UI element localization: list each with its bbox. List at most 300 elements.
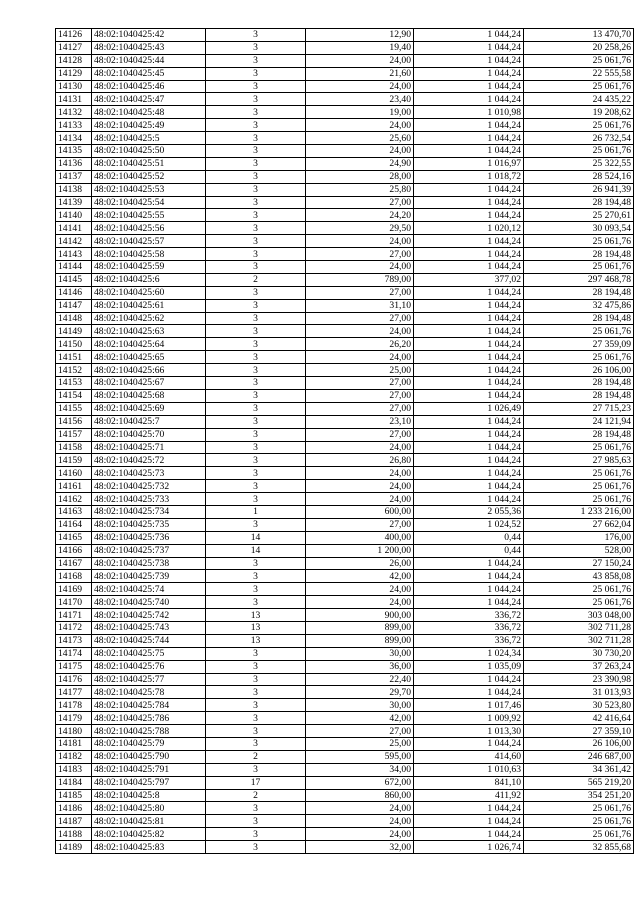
table-row (56, 596, 634, 609)
area-cell: 24,00 (306, 261, 414, 274)
cost-cell: 25 061,76 (524, 351, 634, 364)
code-cell: 3 (206, 132, 306, 145)
code-cell: 13 (206, 634, 306, 647)
rate-cell: 1 044,24 (414, 80, 524, 93)
area-cell: 26,20 (306, 338, 414, 351)
code-cell: 3 (206, 183, 306, 196)
cadastral-number-cell: 48:02:1040425:736 (92, 531, 206, 544)
row-number-cell: 14130 (56, 80, 92, 93)
row-number-cell: 14128 (56, 54, 92, 67)
row-number-cell: 14178 (56, 699, 92, 712)
code-cell: 3 (206, 93, 306, 106)
table-row (56, 157, 634, 170)
table-row (56, 557, 634, 570)
area-cell: 24,20 (306, 209, 414, 222)
row-number-cell: 14155 (56, 402, 92, 415)
cost-cell: 176,00 (524, 531, 634, 544)
rate-cell: 1 044,24 (414, 119, 524, 132)
area-cell: 19,40 (306, 41, 414, 54)
rate-cell: 1 044,24 (414, 209, 524, 222)
row-number-cell: 14165 (56, 531, 92, 544)
cost-cell: 28 194,48 (524, 196, 634, 209)
table-row (56, 145, 634, 158)
cadastral-number-cell: 48:02:1040425:7 (92, 415, 206, 428)
rate-cell: 1 044,24 (414, 428, 524, 441)
row-number-cell: 14144 (56, 261, 92, 274)
area-cell: 595,00 (306, 750, 414, 763)
cost-cell: 42 416,64 (524, 712, 634, 725)
cadastral-number-cell: 48:02:1040425:743 (92, 621, 206, 634)
cost-cell: 25 061,76 (524, 145, 634, 158)
cadastral-number-cell: 48:02:1040425:43 (92, 41, 206, 54)
rate-cell: 1 044,24 (414, 261, 524, 274)
row-number-cell: 14176 (56, 673, 92, 686)
table-row (56, 712, 634, 725)
table-row (56, 196, 634, 209)
table-row (56, 750, 634, 763)
cost-cell: 26 106,00 (524, 737, 634, 750)
area-cell: 27,00 (306, 248, 414, 261)
area-cell: 27,00 (306, 402, 414, 415)
cadastral-number-cell: 48:02:1040425:57 (92, 235, 206, 248)
area-cell: 860,00 (306, 789, 414, 802)
cadastral-number-cell: 48:02:1040425:788 (92, 725, 206, 738)
cadastral-number-cell: 48:02:1040425:72 (92, 454, 206, 467)
rate-cell: 1 044,24 (414, 377, 524, 390)
row-number-cell: 14172 (56, 621, 92, 634)
rate-cell: 1 009,92 (414, 712, 524, 725)
area-cell: 24,00 (306, 235, 414, 248)
cost-cell: 25 061,76 (524, 80, 634, 93)
cadastral-number-cell: 48:02:1040425:69 (92, 402, 206, 415)
cost-cell: 27 715,23 (524, 402, 634, 415)
code-cell: 3 (206, 596, 306, 609)
cost-cell: 25 061,76 (524, 325, 634, 338)
table-row (56, 725, 634, 738)
row-number-cell: 14148 (56, 312, 92, 325)
cadastral-number-cell: 48:02:1040425:82 (92, 828, 206, 841)
table-row (56, 673, 634, 686)
cadastral-number-cell: 48:02:1040425:77 (92, 673, 206, 686)
cadastral-number-cell: 48:02:1040425:50 (92, 145, 206, 158)
area-cell: 24,00 (306, 480, 414, 493)
code-cell: 3 (206, 828, 306, 841)
area-cell: 600,00 (306, 505, 414, 518)
area-cell: 24,00 (306, 493, 414, 506)
row-number-cell: 14163 (56, 505, 92, 518)
code-cell: 3 (206, 29, 306, 42)
code-cell: 3 (206, 299, 306, 312)
table-row (56, 699, 634, 712)
rate-cell: 1 044,24 (414, 54, 524, 67)
table-row (56, 351, 634, 364)
cost-cell: 297 468,78 (524, 273, 634, 286)
cost-cell: 565 219,20 (524, 776, 634, 789)
area-cell: 29,70 (306, 686, 414, 699)
row-number-cell: 14182 (56, 750, 92, 763)
table-row (56, 132, 634, 145)
area-cell: 32,00 (306, 841, 414, 854)
rate-cell: 2 055,36 (414, 505, 524, 518)
cost-cell: 43 858,08 (524, 570, 634, 583)
row-number-cell: 14138 (56, 183, 92, 196)
row-number-cell: 14169 (56, 583, 92, 596)
rate-cell: 1 044,24 (414, 132, 524, 145)
table-row (56, 531, 634, 544)
row-number-cell: 14189 (56, 841, 92, 854)
cost-cell: 25 061,76 (524, 583, 634, 596)
area-cell: 26,80 (306, 454, 414, 467)
cost-cell: 25 061,76 (524, 467, 634, 480)
area-cell: 25,00 (306, 737, 414, 750)
cadastral-number-cell: 48:02:1040425:53 (92, 183, 206, 196)
cadastral-number-cell: 48:02:1040425:734 (92, 505, 206, 518)
cost-cell: 28 194,48 (524, 248, 634, 261)
cadastral-number-cell: 48:02:1040425:735 (92, 518, 206, 531)
table-row (56, 248, 634, 261)
row-number-cell: 14139 (56, 196, 92, 209)
table-row (56, 789, 634, 802)
table-row (56, 505, 634, 518)
table-row (56, 583, 634, 596)
cost-cell: 24 121,94 (524, 415, 634, 428)
code-cell: 3 (206, 467, 306, 480)
area-cell: 42,00 (306, 712, 414, 725)
cadastral-number-cell: 48:02:1040425:733 (92, 493, 206, 506)
area-cell: 25,80 (306, 183, 414, 196)
area-cell: 36,00 (306, 660, 414, 673)
area-cell: 1 200,00 (306, 544, 414, 557)
table-row (56, 235, 634, 248)
cost-cell: 30 523,80 (524, 699, 634, 712)
table-row (56, 763, 634, 776)
cost-cell: 27 359,09 (524, 338, 634, 351)
area-cell: 24,00 (306, 467, 414, 480)
cadastral-number-cell: 48:02:1040425:5 (92, 132, 206, 145)
rate-cell: 1 044,24 (414, 299, 524, 312)
table-row (56, 377, 634, 390)
rate-cell: 377,02 (414, 273, 524, 286)
cost-cell: 25 061,76 (524, 480, 634, 493)
cadastral-number-cell: 48:02:1040425:49 (92, 119, 206, 132)
table-row (56, 467, 634, 480)
area-cell: 24,00 (306, 815, 414, 828)
row-number-cell: 14140 (56, 209, 92, 222)
row-number-cell: 14133 (56, 119, 92, 132)
table-row (56, 609, 634, 622)
cadastral-number-cell: 48:02:1040425:45 (92, 67, 206, 80)
code-cell: 3 (206, 196, 306, 209)
cadastral-number-cell: 48:02:1040425:81 (92, 815, 206, 828)
code-cell: 3 (206, 325, 306, 338)
code-cell: 3 (206, 351, 306, 364)
rate-cell: 1 016,97 (414, 157, 524, 170)
cadastral-number-cell: 48:02:1040425:790 (92, 750, 206, 763)
rate-cell: 1 044,24 (414, 570, 524, 583)
rate-cell: 1 018,72 (414, 170, 524, 183)
cadastral-number-cell: 48:02:1040425:83 (92, 841, 206, 854)
code-cell: 3 (206, 428, 306, 441)
code-cell: 13 (206, 609, 306, 622)
cost-cell: 26 732,54 (524, 132, 634, 145)
table-row (56, 454, 634, 467)
cadastral-number-cell: 48:02:1040425:742 (92, 609, 206, 622)
rate-cell: 1 044,24 (414, 29, 524, 42)
cadastral-number-cell: 48:02:1040425:55 (92, 209, 206, 222)
rate-cell: 1 044,24 (414, 183, 524, 196)
cost-cell: 32 475,86 (524, 299, 634, 312)
rate-cell: 336,72 (414, 609, 524, 622)
area-cell: 24,00 (306, 828, 414, 841)
rate-cell: 1 044,24 (414, 480, 524, 493)
row-number-cell: 14127 (56, 41, 92, 54)
cost-cell: 34 361,42 (524, 763, 634, 776)
row-number-cell: 14167 (56, 557, 92, 570)
area-cell: 25,00 (306, 364, 414, 377)
cadastral-number-cell: 48:02:1040425:737 (92, 544, 206, 557)
row-number-cell: 14145 (56, 273, 92, 286)
area-cell: 672,00 (306, 776, 414, 789)
code-cell: 3 (206, 402, 306, 415)
cadastral-number-cell: 48:02:1040425:59 (92, 261, 206, 274)
cadastral-number-cell: 48:02:1040425:784 (92, 699, 206, 712)
rate-cell: 1 024,52 (414, 518, 524, 531)
table-row (56, 261, 634, 274)
cost-cell: 28 194,48 (524, 389, 634, 402)
row-number-cell: 14156 (56, 415, 92, 428)
cost-cell: 25 061,76 (524, 828, 634, 841)
rate-cell: 1 044,24 (414, 596, 524, 609)
rate-cell: 1 044,24 (414, 828, 524, 841)
code-cell: 3 (206, 686, 306, 699)
area-cell: 24,00 (306, 802, 414, 815)
cost-cell: 26 941,39 (524, 183, 634, 196)
cost-cell: 27 985,63 (524, 454, 634, 467)
cost-cell: 30 093,54 (524, 222, 634, 235)
area-cell: 12,90 (306, 29, 414, 42)
rate-cell: 1 044,24 (414, 441, 524, 454)
rate-cell: 411,92 (414, 789, 524, 802)
cadastral-number-cell: 48:02:1040425:75 (92, 647, 206, 660)
rate-cell: 1 044,24 (414, 312, 524, 325)
code-cell: 3 (206, 647, 306, 660)
row-number-cell: 14175 (56, 660, 92, 673)
cost-cell: 27 150,24 (524, 557, 634, 570)
code-cell: 3 (206, 364, 306, 377)
cadastral-number-cell: 48:02:1040425:79 (92, 737, 206, 750)
cost-cell: 20 258,26 (524, 41, 634, 54)
code-cell: 3 (206, 802, 306, 815)
cost-cell: 246 687,00 (524, 750, 634, 763)
cadastral-number-cell: 48:02:1040425:46 (92, 80, 206, 93)
table-row (56, 828, 634, 841)
table-row (56, 686, 634, 699)
rate-cell: 1 044,24 (414, 686, 524, 699)
cost-cell: 22 555,58 (524, 67, 634, 80)
cadastral-number-cell: 48:02:1040425:70 (92, 428, 206, 441)
row-number-cell: 14150 (56, 338, 92, 351)
rate-cell: 1 010,98 (414, 106, 524, 119)
area-cell: 25,60 (306, 132, 414, 145)
row-number-cell: 14149 (56, 325, 92, 338)
cadastral-number-cell: 48:02:1040425:797 (92, 776, 206, 789)
code-cell: 3 (206, 54, 306, 67)
row-number-cell: 14126 (56, 29, 92, 42)
cadastral-number-cell: 48:02:1040425:738 (92, 557, 206, 570)
area-cell: 22,40 (306, 673, 414, 686)
cadastral-number-cell: 48:02:1040425:62 (92, 312, 206, 325)
cost-cell: 23 390,98 (524, 673, 634, 686)
area-cell: 27,00 (306, 196, 414, 209)
data-table (55, 28, 634, 854)
table-row (56, 119, 634, 132)
table-row (56, 325, 634, 338)
cadastral-number-cell: 48:02:1040425:76 (92, 660, 206, 673)
row-number-cell: 14147 (56, 299, 92, 312)
cost-cell: 27 662,04 (524, 518, 634, 531)
row-number-cell: 14154 (56, 389, 92, 402)
area-cell: 27,00 (306, 286, 414, 299)
code-cell: 3 (206, 660, 306, 673)
row-number-cell: 14161 (56, 480, 92, 493)
cadastral-number-cell: 48:02:1040425:64 (92, 338, 206, 351)
area-cell: 24,00 (306, 583, 414, 596)
row-number-cell: 14170 (56, 596, 92, 609)
row-number-cell: 14131 (56, 93, 92, 106)
area-cell: 900,00 (306, 609, 414, 622)
rate-cell: 1 044,24 (414, 286, 524, 299)
rate-cell: 336,72 (414, 621, 524, 634)
rate-cell: 1 044,24 (414, 351, 524, 364)
rate-cell: 1 044,24 (414, 467, 524, 480)
area-cell: 24,00 (306, 596, 414, 609)
rate-cell: 1 035,09 (414, 660, 524, 673)
cost-cell: 25 061,76 (524, 596, 634, 609)
code-cell: 3 (206, 841, 306, 854)
cadastral-number-cell: 48:02:1040425:60 (92, 286, 206, 299)
row-number-cell: 14137 (56, 170, 92, 183)
area-cell: 24,00 (306, 54, 414, 67)
row-number-cell: 14142 (56, 235, 92, 248)
cost-cell: 25 061,76 (524, 493, 634, 506)
rate-cell: 1 044,24 (414, 248, 524, 261)
row-number-cell: 14160 (56, 467, 92, 480)
table-row (56, 660, 634, 673)
table-row (56, 29, 634, 42)
cadastral-number-cell: 48:02:1040425:80 (92, 802, 206, 815)
row-number-cell: 14162 (56, 493, 92, 506)
cadastral-number-cell: 48:02:1040425:6 (92, 273, 206, 286)
cost-cell: 25 061,76 (524, 119, 634, 132)
row-number-cell: 14166 (56, 544, 92, 557)
cadastral-number-cell: 48:02:1040425:78 (92, 686, 206, 699)
cadastral-number-cell: 48:02:1040425:48 (92, 106, 206, 119)
code-cell: 17 (206, 776, 306, 789)
table-row (56, 222, 634, 235)
row-number-cell: 14136 (56, 157, 92, 170)
area-cell: 30,00 (306, 647, 414, 660)
row-number-cell: 14181 (56, 737, 92, 750)
cost-cell: 27 359,10 (524, 725, 634, 738)
cost-cell: 28 194,48 (524, 428, 634, 441)
row-number-cell: 14157 (56, 428, 92, 441)
table-row (56, 80, 634, 93)
code-cell: 3 (206, 570, 306, 583)
area-cell: 24,00 (306, 145, 414, 158)
rate-cell: 1 044,24 (414, 493, 524, 506)
code-cell: 3 (206, 493, 306, 506)
table-row (56, 518, 634, 531)
code-cell: 3 (206, 480, 306, 493)
table-row (56, 299, 634, 312)
cost-cell: 31 013,93 (524, 686, 634, 699)
rate-cell: 1 026,74 (414, 841, 524, 854)
code-cell: 3 (206, 261, 306, 274)
table-row (56, 802, 634, 815)
row-number-cell: 14129 (56, 67, 92, 80)
cost-cell: 19 208,62 (524, 106, 634, 119)
row-number-cell: 14177 (56, 686, 92, 699)
table-row (56, 415, 634, 428)
row-number-cell: 14143 (56, 248, 92, 261)
rate-cell: 1 044,24 (414, 41, 524, 54)
area-cell: 23,10 (306, 415, 414, 428)
cadastral-number-cell: 48:02:1040425:67 (92, 377, 206, 390)
code-cell: 3 (206, 248, 306, 261)
cost-cell: 302 711,28 (524, 634, 634, 647)
table-row (56, 389, 634, 402)
area-cell: 23,40 (306, 93, 414, 106)
cost-cell: 25 322,55 (524, 157, 634, 170)
code-cell: 2 (206, 273, 306, 286)
cadastral-number-cell: 48:02:1040425:42 (92, 29, 206, 42)
row-number-cell: 14141 (56, 222, 92, 235)
cadastral-number-cell: 48:02:1040425:63 (92, 325, 206, 338)
row-number-cell: 14159 (56, 454, 92, 467)
table-row (56, 364, 634, 377)
cost-cell: 25 061,76 (524, 802, 634, 815)
table-row (56, 170, 634, 183)
row-number-cell: 14146 (56, 286, 92, 299)
cost-cell: 28 194,48 (524, 286, 634, 299)
row-number-cell: 14134 (56, 132, 92, 145)
code-cell: 3 (206, 583, 306, 596)
table-row (56, 312, 634, 325)
table-row (56, 286, 634, 299)
cost-cell: 24 435,22 (524, 93, 634, 106)
table-row (56, 570, 634, 583)
code-cell: 3 (206, 389, 306, 402)
code-cell: 3 (206, 725, 306, 738)
rate-cell: 841,10 (414, 776, 524, 789)
row-number-cell: 14184 (56, 776, 92, 789)
code-cell: 3 (206, 763, 306, 776)
cadastral-number-cell: 48:02:1040425:66 (92, 364, 206, 377)
table-row (56, 815, 634, 828)
code-cell: 3 (206, 377, 306, 390)
rate-cell: 1 017,46 (414, 699, 524, 712)
table-row (56, 441, 634, 454)
table-row (56, 634, 634, 647)
cadastral-number-cell: 48:02:1040425:740 (92, 596, 206, 609)
table-row (56, 776, 634, 789)
rate-cell: 1 044,24 (414, 145, 524, 158)
cadastral-number-cell: 48:02:1040425:791 (92, 763, 206, 776)
row-number-cell: 14180 (56, 725, 92, 738)
cost-cell: 13 470,70 (524, 29, 634, 42)
rate-cell: 1 044,24 (414, 583, 524, 596)
area-cell: 28,00 (306, 170, 414, 183)
